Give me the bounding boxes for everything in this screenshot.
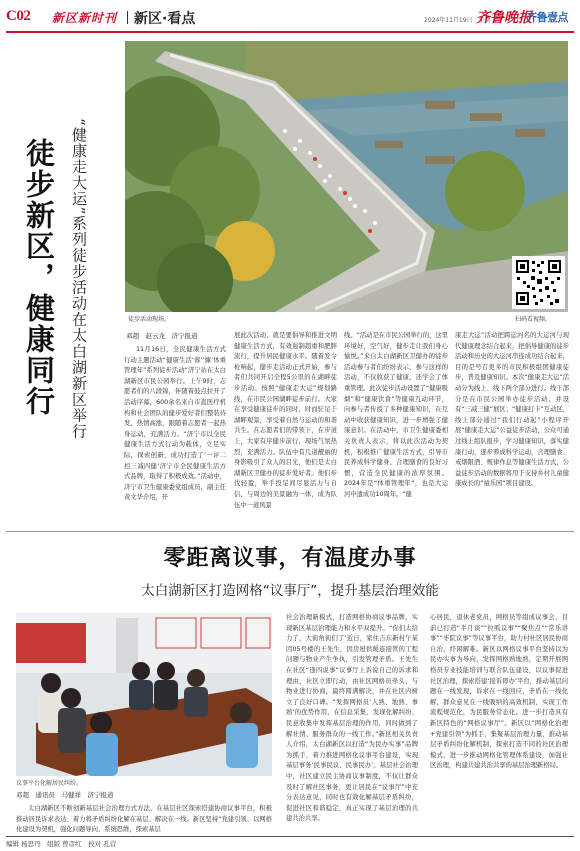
app-logo: 齐鲁壹点 <box>526 11 568 24</box>
footer-rule <box>6 836 574 837</box>
photo-caption: 徒步活动现场。 <box>128 316 171 323</box>
story2-column-3: 心居民，退休老党员，网格员等组成议事会，目前已打造“半月谈”“拉呱议事”“聚焦点”“常乐讲事”“枣院议事”等议事平台，助力村社区居民协商自治，纾困解难。新区以网格议事平台坚持以为民办实事为导向，发挥网格熟地熟，定期开展网格员专业技能培训与联合队伍建设，以议事促进社区治理，探索搭建‘接诉即办’平台，推动基层问题在一线发现，诉求在一线回应，矛盾在一线化解，群众意见在一线吸纳的高效机制，实现工作流程规范化，为民服务常态化。进一步打造具有新区特色的“网格议事厅”。新区以“网格化治理+党建引领”为抓手，集聚基层治理力量，推动基层矛盾纠纷化解机制，探索打造不同的社区治理模式，进一步推动网格化管理体系建设，加强社区治理，构建共建共治共享的基层治理新格局。 <box>430 614 568 770</box>
story2-title: 零距离议事，有温度办事 <box>163 545 417 571</box>
story1-column-1: 11月16日，全民健康生活方式行动主题活动“健康生活‘蓉’‘慷’体重管理年”系列徒步活动“济宁站在太白湖新区市民公园举行。上午9时，志愿者们的八段锦，伴随着鼓点拉开了活动序幕，600余名来自市直医疗机构和社会团队的健步爱好者们整装待发，热情高涨，跟随着志愿者一起热身运动，充满活力。“济宁市以全民健康生活方式行动为载体，立足实际，探索创新，成功打造了‘一评二控三减四健’济宁市全民健康生活方式品牌，取得了积极成效。”活动中，济宁市卫生健康委党组成员，副主任黄文华介绍，开 <box>124 346 226 502</box>
story2-byline: 邓超 通讯员 马健祥 济宁报道 <box>16 791 114 799</box>
story2-column-2: 社会治理新模式，打造网格协商议事品牌，实现新区基层治理能力和水平双提升。“你们太给力了，大街角街们了‘近日，家住吉东新村午某因05号楼的王先生，因房屋供暖连接管的工程问题与物业产生争执，引发管理矛盾。王先生在社区“逢四说事”议事厅上诉说自己的诉求和理由，社区立即行动，由社区网格员牵头，与物业进行协商，最终圆满解决，并在社区内树立了良好口碑。“发挥网格员‘人熟、地熟、事熟’的优势作用，在信息采集、发现化解纠纷、民意收集中发挥基层治理的作用，同时做到了解社情、服务群众的一线工作。”新区相关负责人介绍，太白湖新区以打造“为民办实事”品牌为抓手，着力推进网格化议事平台建设，实现基层事务‘民事民议、民事民办’。基层社会治理中，社区建立民主协商议事制度，不仅让群众及时了解社区事务，更让居民在“议事厅”中充分表达意见，同时也有效化解基层矛盾纠纷，促进社区和谐稳定，真正实现了基层治理的共建共治共享。 <box>286 614 418 823</box>
section-title: 新区·看点 <box>134 11 196 27</box>
qr-code[interactable] <box>512 256 565 309</box>
masthead <box>6 4 574 30</box>
story1-subhead: “健康走大运”系列徒步活动在太白湖新区举行 <box>70 118 88 440</box>
brand-logo: 新区新时刊 <box>52 11 118 25</box>
newspaper-name: 齐鲁晚报 <box>476 10 532 26</box>
section-divider <box>6 531 574 532</box>
qr-caption: 扫码看视频。 <box>515 316 552 323</box>
story1-headline: 徒步新区，健康同行 <box>22 138 56 417</box>
page-number: C02 <box>6 8 31 24</box>
issue-date: 2024年11月19日 星期二 <box>424 17 497 24</box>
header-rule <box>6 31 574 33</box>
editor-credits: 编辑 杨思丹 组版 曾彦红 校对 孔营 <box>6 840 117 848</box>
story2-column-1: 太白湖新区不断创新基层社会治理方式方法，在基层社区探索搭建协商议事平台，积极推动居民诉求表达、着力将矛盾纠纷化解在基层、解决在一线。新区坚持“党建引领、以网格化建设为契机，强化问题导向、系统思维，探索基层 <box>16 805 272 834</box>
story2-photo-caption: 议事平台化解居民纠纷。 <box>16 780 83 787</box>
story2-subtitle: 太白湖新区打造网格“议事厅”，提升基层治理效能 <box>141 583 439 599</box>
header-divider <box>127 11 128 24</box>
walking-event-photo <box>125 41 568 312</box>
story1-column-3: 线。“活动是在市民公园举行的，这里环境好，空气好，健步走让我们身心愉悦。”来自太白湖新区卫健办的徒步活动参与者们纷纷表示，参与这样的活动，不仅收获了健康，还学会了体重管理。此次徒步活动设置了“健康吸烟”和“健康饮食”等健康互动环节，向参与者传授了多种健康知识，在互动中收获健康知识，进一步增强了健康意识。在活动中，市卫生健康委相关负责人表示，将以此次活动为契机，积极推广健康生活方式，引导市民养成科学健身、合理膳食的良好习惯，营造全民健康的浓厚氛围。2024年是“体重管理年”，也是大运河申遗成功10周年。“健 <box>344 332 448 498</box>
story1-column-2: 展此次活动，就是要倡导和推进文明健康生活方式，有效遏制超重和肥胖流行，提升居民健康水平。随着发令枪响起，健步走活动正式开始，参与者们共同开启全程5公里的在湖畔徒步活动。按照“健康走大运”规划路线，在市民公园湖畔徒步前行。大家在享受健康徒步的同时，时而驻足于湖畔观景，享受着自然与运动的和谐共生。在志愿者们的带领下，在步道上，大家有序健步前行，现场气氛热烈，充满活力。队伍中有几道靓丽的身影吸引了众人的目光，他们是太白湖新区卫健办的徒步爱好者。他们步伐轻盈，举手投足间尽显活力与自信，与周边的美景融为一体，成为队伍中一道风景 <box>234 332 337 509</box>
story1-column-4: 康走大运”活动把跨运河名的大运河与现代健康理念结合起来，把倡导健康的徒步活动和历史的大运河串连成功结合起来，目的是号召更多的市民积极组团健康徒步，普及健康知识。本次“健康走大运”活动分为线上、线下两个部分进行。线下部分是在市民公园举办徒步活动，并设有“三减三健”展区；“健康打卡”互动区，线上部分通过“我们行动起”小程序开展“健康走大运”公益徒步活动，公众可通过线上组队报步，学习健康知识，落实健康行动，逐步养成科学运动，合理膳食、戒烟限酒、规律作息等健康生活方式，公益徒步活动的数据将用于支持乡村儿童健康成长的“童乐园”项目建设。 <box>455 332 569 488</box>
meeting-photo <box>16 613 272 776</box>
story1-byline: 邓超 赵云龙 济宁报道 <box>126 332 198 340</box>
